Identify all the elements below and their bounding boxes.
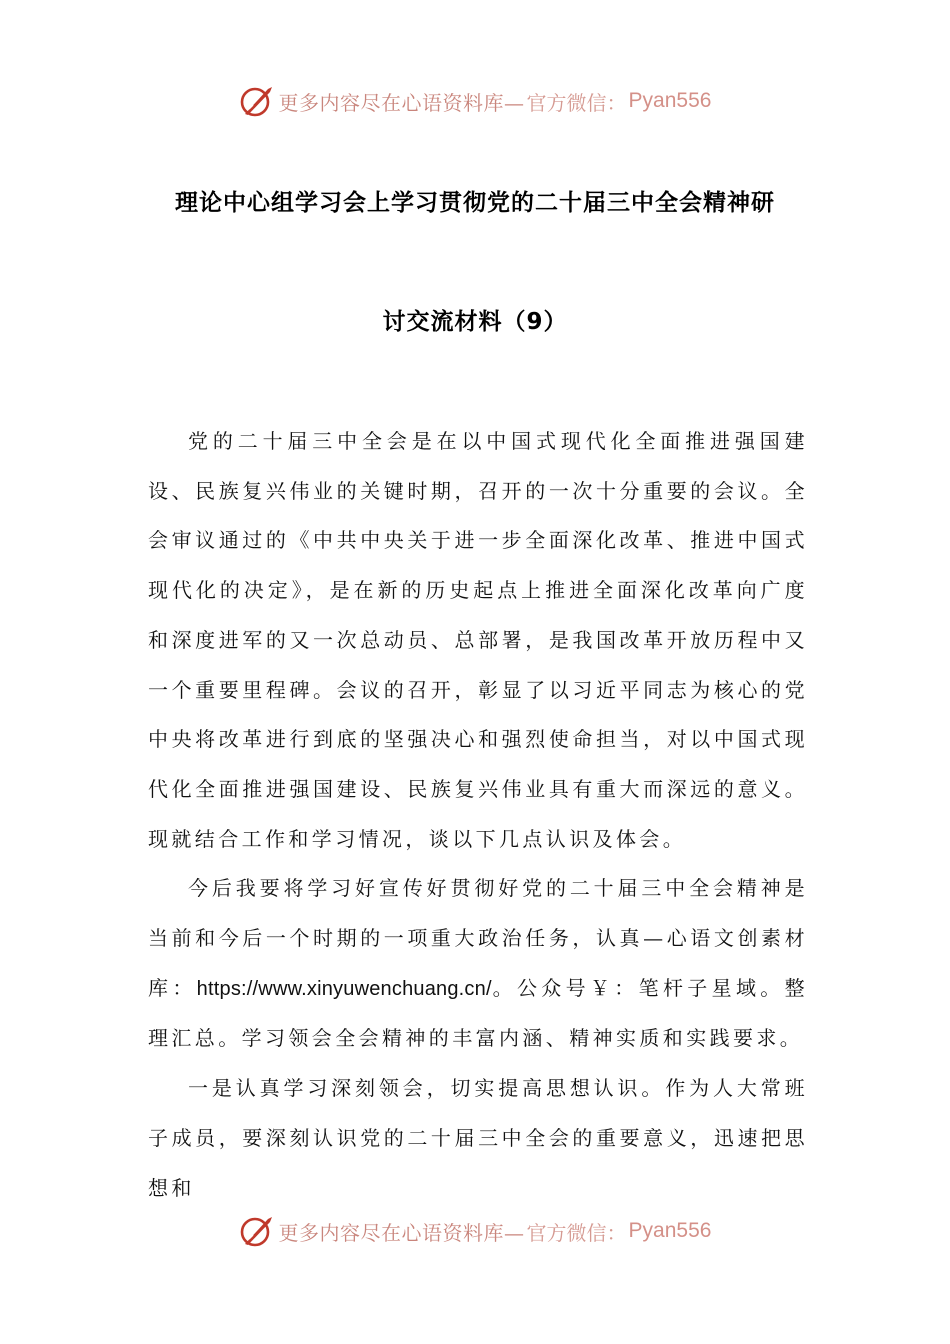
footer-banner bbox=[0, 1209, 950, 1253]
banner-label: 官方微信： bbox=[526, 1220, 627, 1245]
banner-wechat-id: Pyan556 bbox=[628, 89, 712, 112]
banner-wechat-id: Pyan556 bbox=[628, 1219, 712, 1242]
quill-logo-icon bbox=[239, 83, 275, 119]
paragraph-1: 党的二十届三中全会是在以中国式现代化全面推进强国建设、民族复兴伟业的关键时期，召开的一次十分重要的会议。全会审议通过的《中共中央关于进一步全面深化改革、推进中国式现代化的决定》，是在新的历史起点上推进全面深化改革向广度和深度进军的又一次总动员、总部署，是我国改革开放历程中又一个重要里程碑。会议的召开，彰显了以习近平同志为核心的党中央将改革进行到底的坚强决心和强烈使命担当，对以中国式现代化全面推进强国建设、民族复兴伟业具有重大而深远的意义。现就结合工作和学习情况，谈以下几点认识及体会。 bbox=[148, 429, 808, 851]
source-url: https://www.xinyuwenchuang.cn/ bbox=[196, 977, 492, 1000]
document-body bbox=[148, 417, 808, 1213]
quill-logo-icon bbox=[239, 1213, 275, 1249]
document-title-line-2: 讨交流材料（9） bbox=[382, 309, 568, 335]
paragraph-2-text-b: 。公众号￥：笔杆子星域。整理汇总。学习领会全会精神的丰富内涵、精神实质和实践要求。 bbox=[148, 975, 808, 1051]
document-title-line-1: 理论中心组学习会上学习贯彻党的二十届三中全会精神研 bbox=[175, 190, 775, 216]
paragraph-2 bbox=[148, 864, 808, 1064]
banner-text: 更多内容尽在心语资料库— bbox=[278, 1220, 525, 1245]
header-banner bbox=[0, 79, 950, 123]
paragraph-2-text-a: 今后我要将学习好宣传好贯彻好党的二十届三中全会精神是当前和今后一个时期的一项重大政治任务，认真—心语文创素材库： bbox=[148, 876, 808, 1000]
banner-label: 官方微信： bbox=[526, 90, 627, 115]
banner-text: 更多内容尽在心语资料库— bbox=[278, 90, 525, 115]
paragraph-3: 一是认真学习深刻领会，切实提高思想认识。作为人大常班子成员，要深刻认识党的二十届三中全会的重要意义，迅速把思想和 bbox=[148, 1076, 808, 1200]
